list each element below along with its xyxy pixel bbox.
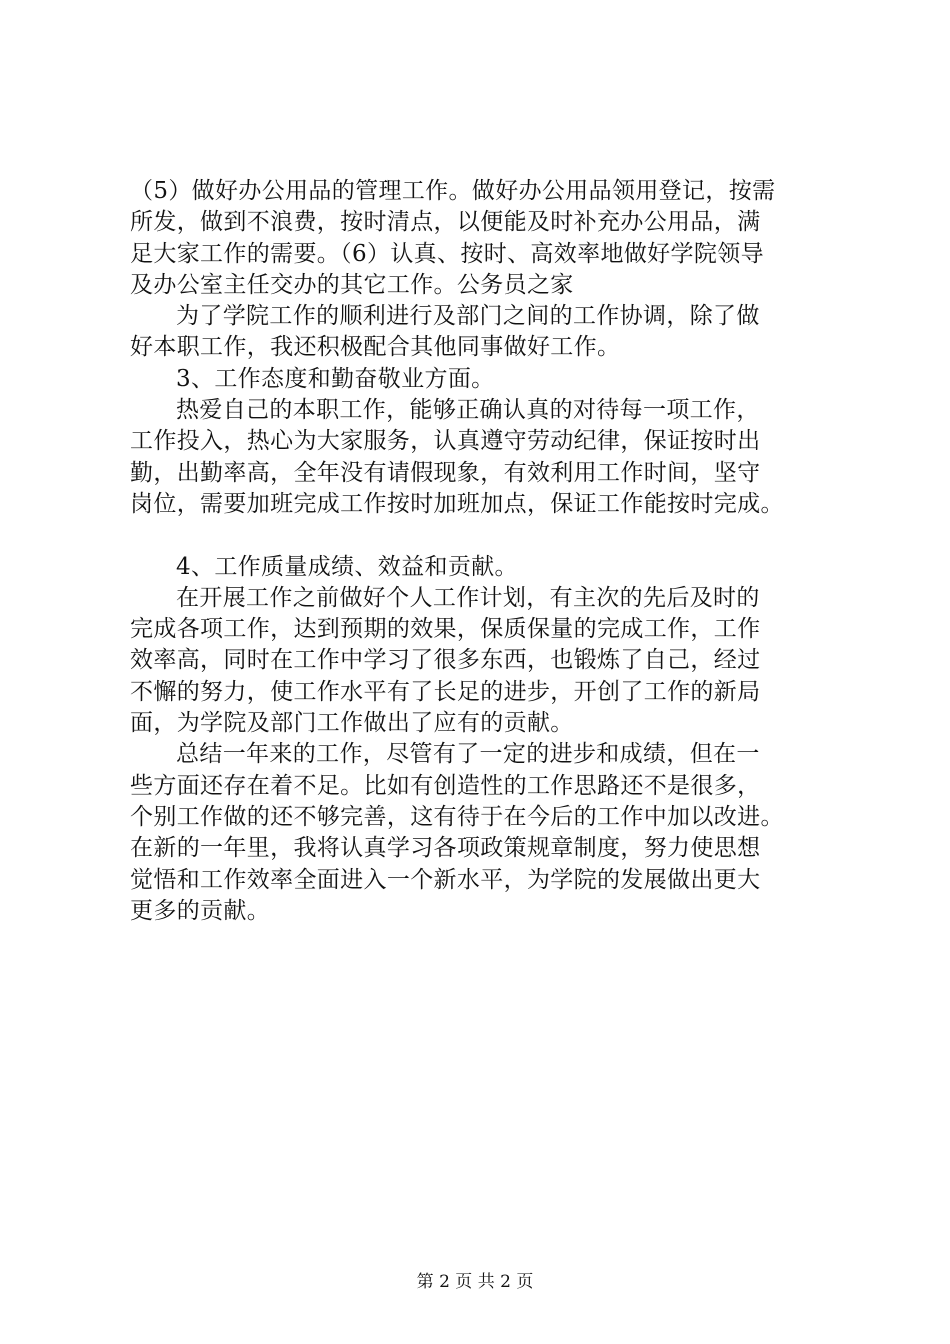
text-line: 及办公室主任交办的其它工作。公务员之家 <box>130 271 574 298</box>
text-line: 勤，出勤率高，全年没有请假现象，有效利用工作时间，坚守 <box>130 459 761 486</box>
text-line: 些方面还存在着不足。比如有创造性的工作思路还不是很多， <box>130 772 761 799</box>
paragraph-first-line: 热爱自己的本职工作，能够正确认真的对待每一项工作， <box>176 397 760 424</box>
paragraph-first-line: 为了学院工作的顺利进行及部门之间的工作协调，除了做 <box>176 303 760 330</box>
text-line: 足大家工作的需要。（6）认真、按时、高效率地做好学院领导 <box>130 240 764 267</box>
page-number-footer: 第 2 页 共 2 页 <box>416 1272 534 1292</box>
text-line: 所发，做到不浪费，按时清点，以便能及时补充办公用品，满 <box>130 209 761 236</box>
paragraph-first-line: 总结一年来的工作，尽管有了一定的进步和成绩，但在一 <box>176 741 760 768</box>
text-line: 工作投入，热心为大家服务，认真遵守劳动纪律，保证按时出 <box>130 428 761 455</box>
text-line: 更多的贡献。 <box>130 897 271 924</box>
text-line: 在新的一年里，我将认真学习各项政策规章制度，努力使思想 <box>130 835 761 862</box>
text-line: 好本职工作，我还积极配合其他同事做好工作。 <box>130 334 621 361</box>
text-line: 面，为学院及部门工作做出了应有的贡献。 <box>130 710 574 737</box>
text-line: 不懈的努力，使工作水平有了长足的进步，开创了工作的新局 <box>130 678 761 705</box>
text-line: 完成各项工作，达到预期的效果，保质保量的完成工作，工作 <box>130 616 761 643</box>
paragraph-gap <box>130 520 860 551</box>
text-line: 效率高，同时在工作中学习了很多东西，也锻炼了自己，经过 <box>130 647 761 674</box>
text-line: 岗位，需要加班完成工作按时加班加点，保证工作能按时完成。 <box>130 490 784 517</box>
body-text <box>130 176 860 927</box>
text-line: 觉悟和工作效率全面进入一个新水平，为学院的发展做出更大 <box>130 866 761 893</box>
text-line: 个别工作做的还不够完善，这有待于在今后的工作中加以改进。 <box>130 803 784 830</box>
section-heading: 3、工作态度和勤奋敬业方面。 <box>176 365 495 392</box>
paragraph-first-line: 在开展工作之前做好个人工作计划，有主次的先后及时的 <box>176 584 760 611</box>
text-line: （5）做好办公用品的管理工作。做好办公用品领用登记，按需 <box>130 178 776 204</box>
section-heading: 4、工作质量成绩、效益和贡献。 <box>176 553 518 580</box>
